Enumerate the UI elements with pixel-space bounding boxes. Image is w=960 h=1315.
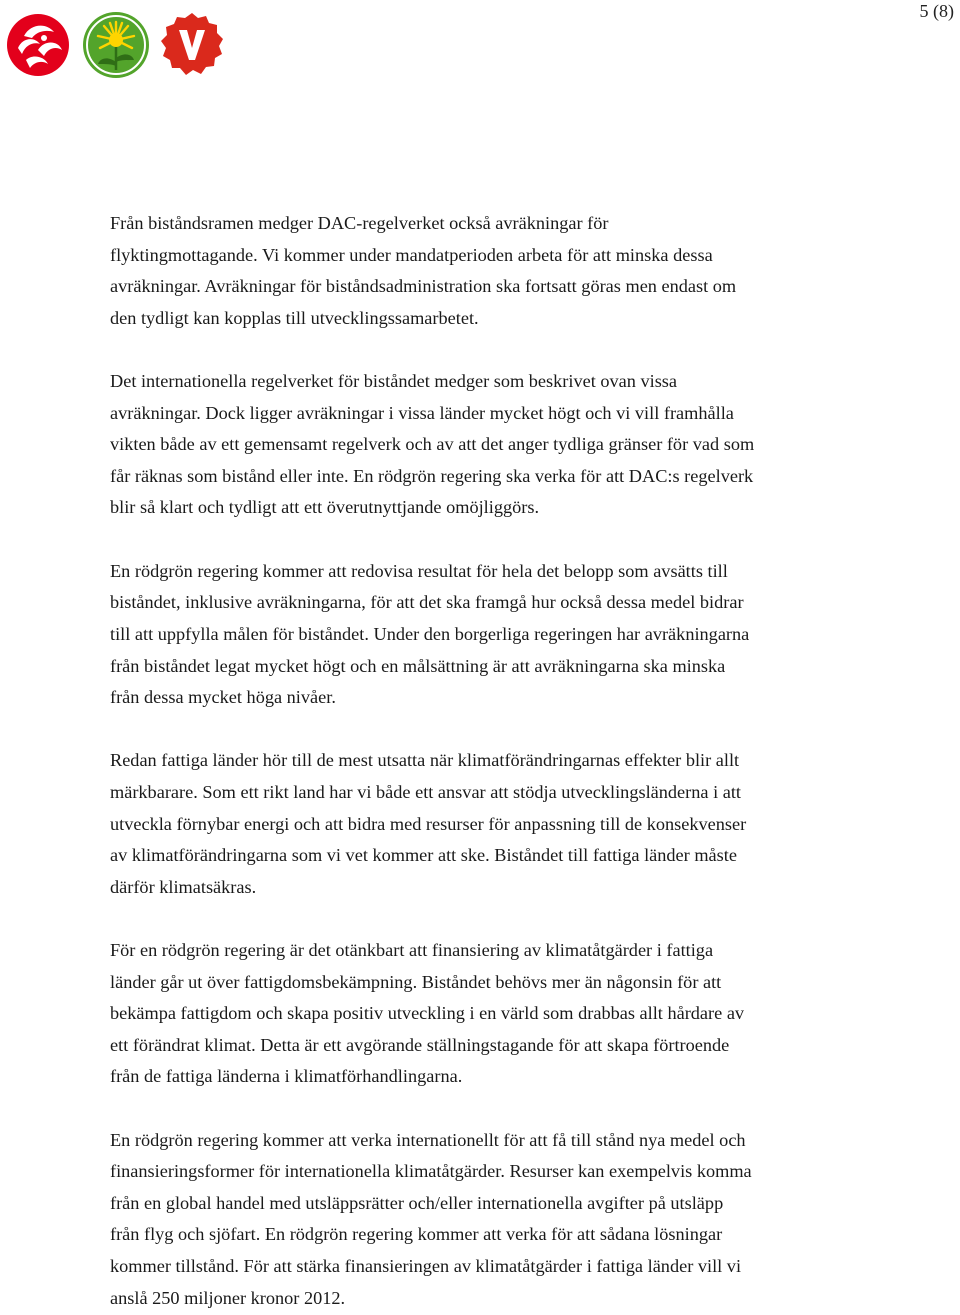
party-logos bbox=[4, 10, 230, 80]
vansterpartiet-v-logo bbox=[160, 10, 224, 80]
page-number: 5 (8) bbox=[919, 1, 954, 21]
paragraph: En rödgrön regering kommer att redovisa resultat för hela det belopp som avsätts till biståndet, inklusive avräkningarna, för att det ska framgå hur också dessa medel bidrar till att uppfylla målen för biståndet. Under den borgerliga regeringen har avräkningarna från biståndet legat mycket högt och en målsättning är att avräkningarna ska minska från dessa mycket höga nivåer. bbox=[110, 560, 750, 708]
paragraph: Redan fattiga länder hör till de mest utsatta när klimatförändringarnas effekter blir allt märkbarare. Som ett rikt land har vi både ett ansvar att stödja utvecklingsländerna i att utveckla förnybar energi och att bidra med resurser för anpassning till de konsekvenser av klimatförändringarna som vi vet kommer att ske. Biståndet till fattiga länder måste därför klimatsäkras. bbox=[110, 750, 747, 897]
miljopartiet-dandelion-logo bbox=[78, 10, 154, 80]
paragraph: En rödgrön regering kommer att verka internationellt för att få till stånd nya medel och finansieringsformer för internationella klimatåtgärder. Resurser kan exempelvis komma från en global handel med utsläppsrätter och/eller internationella avgifter på utsläpp från flyg och sjöfart. En rödgrön regering kommer att verka för att sådana lösningar kommer tillstånd. För att stärka finansieringen av klimatåtgärder i fattiga länder vill vi anslå 250 miljoner kronor 2012. bbox=[110, 1129, 752, 1308]
socialdemokraterna-rose-logo bbox=[4, 10, 72, 80]
document-body bbox=[110, 208, 848, 1314]
paragraph: Från biståndsramen medger DAC-regelverket också avräkningar för flyktingmottagande. Vi kommer under mandatperioden arbeta för att minska dessa avräkningar. Avräkningar för biståndsadministration ska fortsatt göras men endast om den tydligt kan kopplas till utvecklingssamarbetet. bbox=[110, 213, 737, 328]
paragraph: För en rödgrön regering är det otänkbart att finansiering av klimatåtgärder i fattiga länder går ut över fattigdomsbekämpning. Biståndet behövs mer än någonsin för att bekämpa fattigdom och skapa positiv utveckling i en värld som drabbas allt hårdare av ett förändrat klimat. Detta är ett avgörande ställningstagande för att skapa förtroende från de fattiga länderna i klimatförhandlingarna. bbox=[110, 940, 745, 1087]
paragraph: Det internationella regelverket för biståndet medger som beskrivet ovan vissa avräkningar. Dock ligger avräkningar i vissa länder mycket högt och vi vill framhålla vikten både av ett gemensamt regelverk och av att det anger tydliga gränser för vad som får räknas som bistånd eller inte. En rödgrön regering ska verka för att DAC:s regelverk blir så klart och tydligt att ett överutnyttjande omöjliggörs. bbox=[110, 371, 755, 518]
